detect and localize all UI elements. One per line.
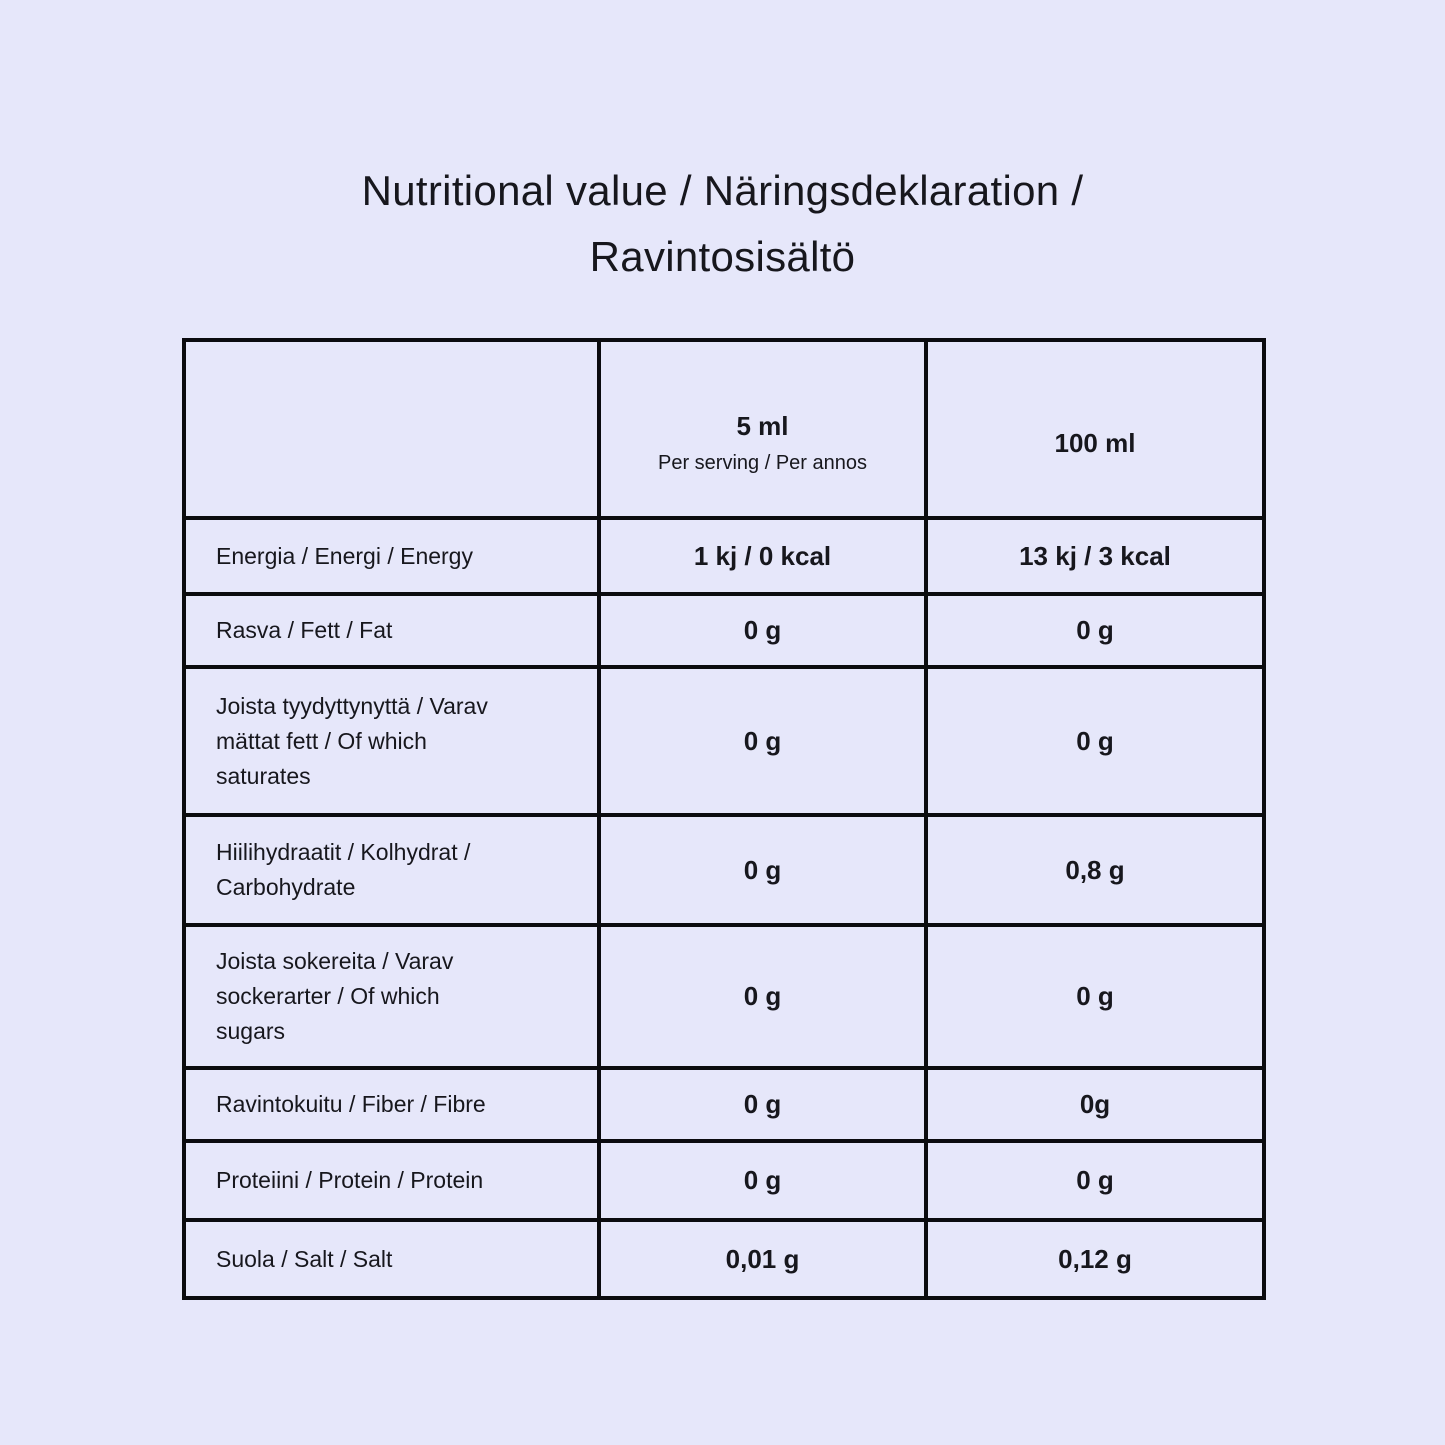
row-label: Joista tyydyttynyttä / Varav mättat fett / Of which saturates [184, 667, 599, 815]
row-label: Hiilihydraatit / Kolhydrat / Carbohydrate [184, 815, 599, 925]
value-per-serving: 0 g [599, 1068, 926, 1141]
value-per-100: 0 g [926, 594, 1264, 667]
value-per-100: 13 kj / 3 kcal [926, 518, 1264, 594]
header-per-serving [599, 340, 926, 518]
value-per-serving: 0 g [599, 925, 926, 1068]
header-empty-cell [184, 340, 599, 518]
value-per-serving: 0 g [599, 594, 926, 667]
row-label: Joista sokereita / Varav sockerarter / Of which sugars [184, 925, 599, 1068]
value-per-100: 0 g [926, 1141, 1264, 1220]
header-per-100 [926, 340, 1264, 518]
nutrition-table [182, 338, 1266, 1300]
table-row-protein [184, 1141, 1264, 1220]
table-row-salt [184, 1220, 1264, 1298]
value-per-100: 0,8 g [926, 815, 1264, 925]
serving-size-label: 5 ml [736, 411, 789, 441]
per-100-size-label: 100 ml [1054, 428, 1136, 458]
value-per-100: 0 g [926, 925, 1264, 1068]
value-per-serving: 0 g [599, 667, 926, 815]
table-row-saturates [184, 667, 1264, 815]
value-per-serving: 0 g [599, 1141, 926, 1220]
table-row-sugars [184, 925, 1264, 1068]
table-row-fat [184, 594, 1264, 667]
serving-note-label: Per serving / Per annos [658, 452, 867, 474]
row-label: Proteiini / Protein / Protein [184, 1141, 599, 1220]
table-row-energy [184, 518, 1264, 594]
value-per-serving: 1 kj / 0 kcal [599, 518, 926, 594]
header-row [184, 340, 1264, 518]
row-label: Ravintokuitu / Fiber / Fibre [184, 1068, 599, 1141]
value-per-100: 0,12 g [926, 1220, 1264, 1298]
row-label: Energia / Energi / Energy [184, 518, 599, 594]
page-title: Nutritional value / Näringsdeklaration / Ravintosisältö [361, 167, 1084, 280]
value-per-serving: 0 g [599, 815, 926, 925]
value-per-100: 0 g [926, 667, 1264, 815]
row-label: Rasva / Fett / Fat [184, 594, 599, 667]
value-per-100: 0g [926, 1068, 1264, 1141]
value-per-serving: 0,01 g [599, 1220, 926, 1298]
row-label: Suola / Salt / Salt [184, 1220, 599, 1298]
table-row-carbohydrate [184, 815, 1264, 925]
table-row-fibre [184, 1068, 1264, 1141]
